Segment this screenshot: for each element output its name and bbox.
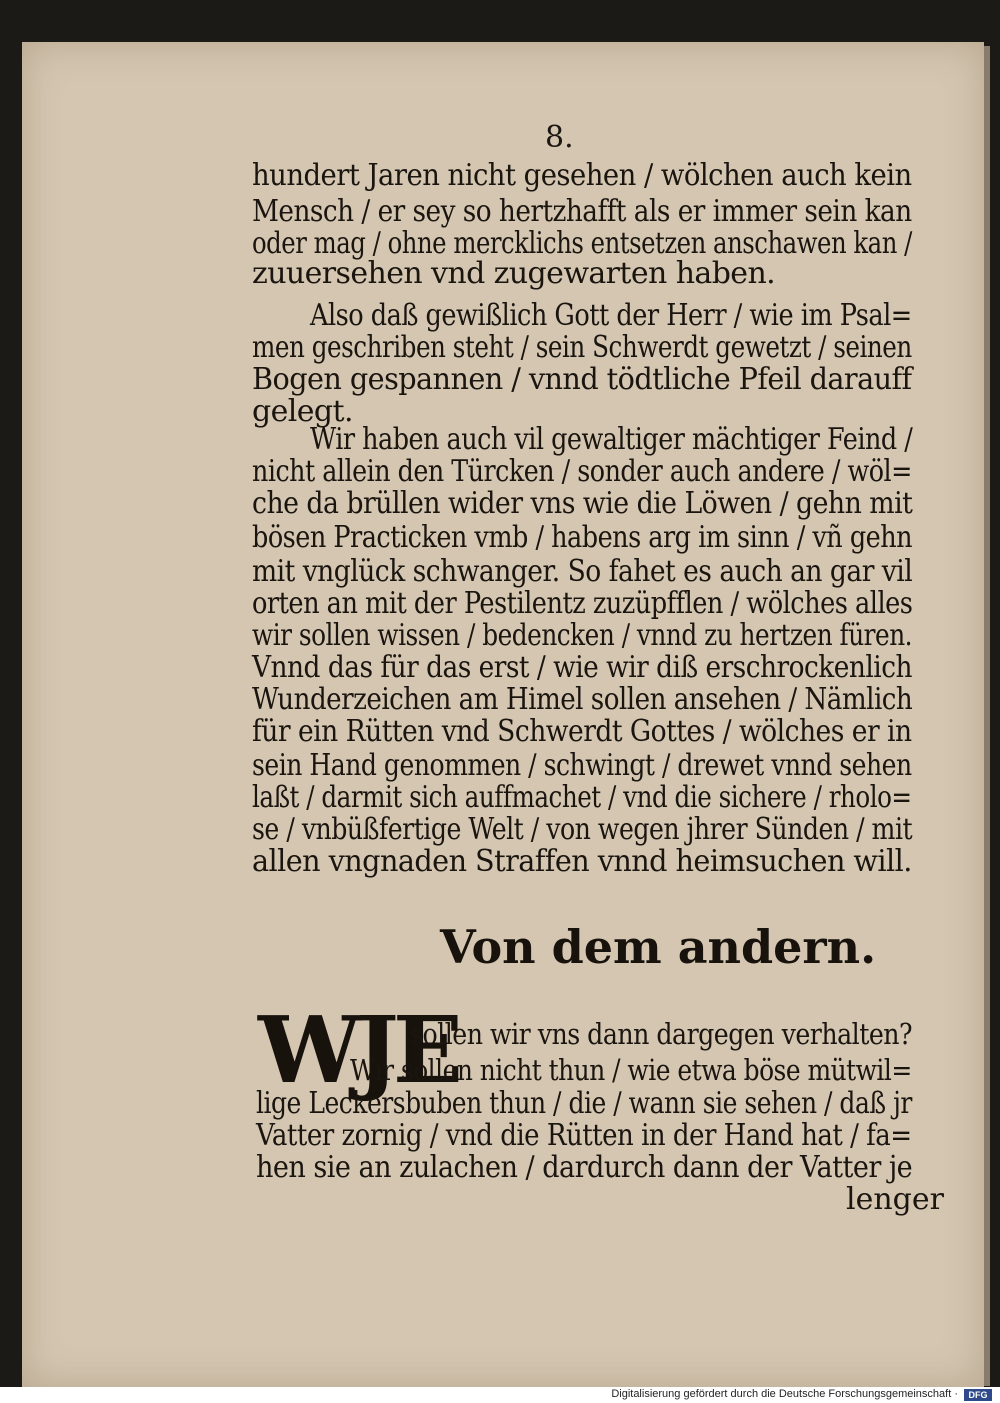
text-line: hundert Jaren nicht gesehen / wölchen auch kein <box>252 158 912 193</box>
text-line: mit vnglück schwanger. So fahet es auch an gar vil <box>252 554 913 589</box>
text-line: Also daß gewißlich Gott der Herr / wie im Psal= <box>310 298 912 333</box>
page-edge <box>984 46 990 1386</box>
text-line: allen vngnaden Straffen vnnd heimsuchen will. <box>252 844 912 879</box>
text-line: nicht allein den Türcken / sonder auch andere / wöl= <box>252 454 912 489</box>
catchword: lenger <box>846 1182 944 1217</box>
text-line: bösen Practicken vmb / habens arg im sinn / vñ gehn <box>252 520 913 555</box>
text-line: wir sollen wissen / bedencken / vnnd zu hertzen füren. <box>252 618 913 653</box>
text-line: sein Hand genommen / schwingt / drewet vnnd sehen <box>252 748 912 783</box>
text-line: zuuersehen vnd zugewarten haben. <box>252 256 776 291</box>
text-line: Vnnd das für das erst / wie wir diß erschrockenlich <box>252 650 912 685</box>
text-line: lige Leckersbuben thun / die / wann sie sehen / daß jr <box>256 1086 912 1121</box>
text-line: Wunderzeichen am Himel sollen ansehen / Nämlich <box>252 682 913 717</box>
section-heading: Von dem andern. <box>440 920 877 974</box>
text-line: laßt / darmit sich auffmachet / vnd die sichere / rholo= <box>252 780 912 815</box>
funding-notice: Digitalisierung gefördert durch die Deutsche Forschungsgemeinschaft · <box>611 1388 958 1400</box>
dfg-logo: DFG <box>964 1389 992 1401</box>
decorated-initial: WJE <box>258 996 457 1104</box>
text-line: Vatter zornig / vnd die Rütten in der Hand hat / fa= <box>256 1118 912 1153</box>
text-line: che da brüllen wider vns wie die Löwen / gehn mit <box>252 486 913 521</box>
text-line: hen sie an zulachen / dardurch dann der Vatter je <box>256 1150 913 1185</box>
text-line: se / vnbüßfertige Welt / von wegen jhrer Sünden / mit <box>252 812 913 847</box>
footer-bar <box>0 1387 1000 1403</box>
text-line: men geschriben steht / sein Schwerdt gewetzt / seinen <box>252 330 912 365</box>
text-line: oder mag / ohne mercklichs entsetzen anschawen kan / <box>252 226 912 261</box>
text-line: orten an mit der Pestilentz zuzüpfflen / wölches alles <box>252 586 913 621</box>
text-line: für ein Rütten vnd Schwerdt Gottes / wölches er in <box>252 714 912 749</box>
text-line: Wir sollen nicht thun / wie etwa böse mütwil= <box>350 1053 912 1087</box>
text-line: Bogen gespannen / vnnd tödtliche Pfeil darauff <box>252 362 912 397</box>
text-line: gelegt. <box>252 394 353 429</box>
text-line: Mensch / er sey so hertzhafft als er immer sein kan <box>252 194 912 229</box>
page-number: 8. <box>545 120 574 155</box>
text-line: sollen wir vns dann dargegen verhalten? <box>410 1017 913 1051</box>
text-line: Wir haben auch vil gewaltiger mächtiger Feind / <box>310 422 913 457</box>
